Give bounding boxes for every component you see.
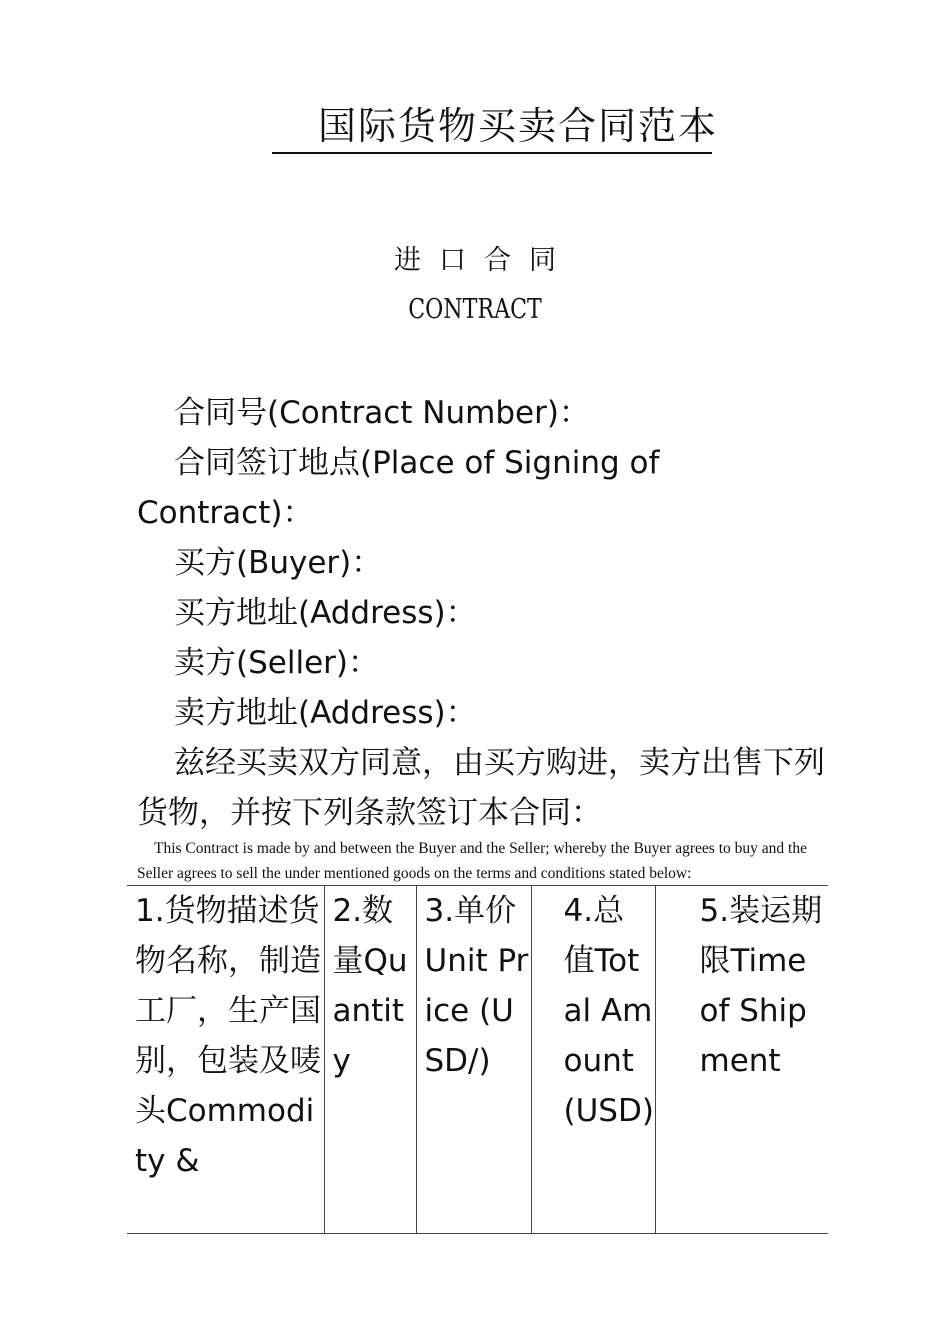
agreement-english: This Contract is made by and between the Buyer and the Seller; whereby the Buyer agrees to buy and the Seller agrees to sell the under mentioned goods on the terms and conditions stated below: [137,840,807,882]
column-unit-price: 3.单价Unit Price (USD/) [416,886,531,1234]
seller-address-field: 卖方地址(Address)： [174,695,477,731]
table-header-row [127,886,828,1234]
subtitle-english: CONTRACT [408,294,542,325]
goods-table [127,885,828,1234]
contract-number-field: 合同号(Contract Number)： [174,395,590,431]
contract-fields [137,388,827,838]
signing-place-field: 合同签订地点(Place of Signing of Contract)： [137,445,660,531]
subtitle-chinese: 进口合同 [394,245,574,276]
column-commodity: 1.货物描述货物名称，制造工厂，生产国别，包装及唛头Commodity & [127,886,324,1234]
buyer-address-field: 买方地址(Address)： [174,595,477,631]
column-quantity: 2.数量Quantity [324,886,416,1234]
seller-field: 卖方(Seller)： [174,645,379,681]
column-time-of-shipment: 5.装运期限Time of Shipment [655,886,828,1234]
document-title: 国际货物买卖合同范本 [272,100,712,154]
column-total-amount: 4.总值Total Amount (USD) [531,886,655,1234]
agreement-chinese: 兹经买卖双方同意，由买方购进，卖方出售下列货物，并按下列条款签订本合同： [137,745,825,831]
buyer-field: 买方(Buyer)： [174,545,383,581]
